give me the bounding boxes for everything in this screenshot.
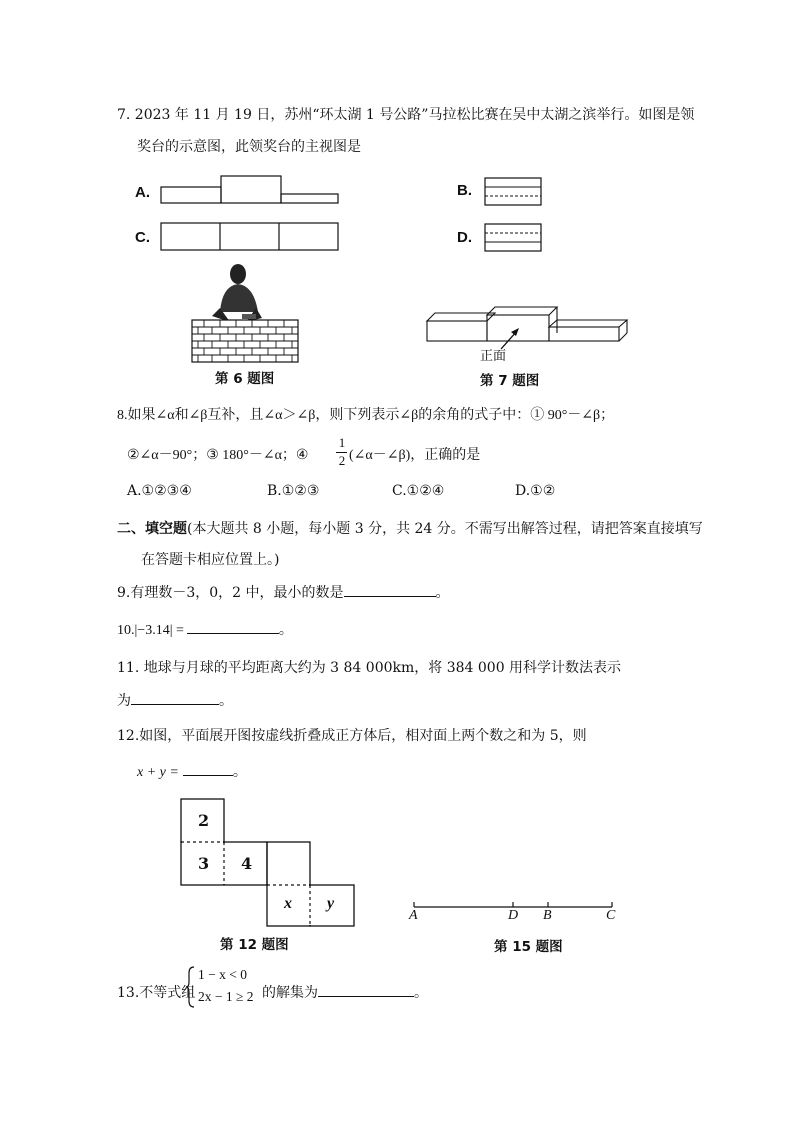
q8-choice-c: C.①②④ [392,483,445,499]
figure-12-caption: 第 12 题图 [220,937,289,953]
q13-inequality-2: 2x − 1 ≥ 2 [198,989,254,1004]
q7-line1: 7. 2023 年 11 月 19 日，苏州“环太湖 1 号公路”马拉松比赛在吴中太湖之滨举行。如图是领 [117,107,695,123]
q8-choice-a: A.①②③④ [127,483,192,499]
q10-expression: |−3.14| = [134,623,184,638]
net-cell-2: 3 [198,854,210,873]
q9 [117,582,450,602]
q13-tail [262,982,428,1002]
point-d-label: D [508,908,519,923]
q12-line1: 12.如图，平面展开图按虚线折叠成正方体后，相对面上两个数之和为 5，则 [117,728,587,744]
option-d-label: D. [457,229,472,246]
figure-6-caption: 第 6 题图 [215,371,275,387]
q10-prefix: 10. [117,623,135,638]
front-label: 正面 [480,349,507,364]
q12-expression: x + y = [137,765,179,780]
q11-line2 [117,690,233,710]
q9-text: 9.有理数－3，0，2 中，最小的数是 [117,585,344,601]
system-brace [186,966,196,1008]
bricklayer-illustration [190,262,302,364]
q7-line2: 奖台的示意图，此领奖台的主视图是 [137,139,361,155]
net-cell-3: 4 [241,854,253,873]
net-cell-x: x [284,895,292,912]
q9-end: 。 [435,585,450,601]
q9-answer-blank[interactable] [344,582,436,597]
q13-inequality-1: 1 − x < 0 [198,967,247,982]
option-c-label: C. [135,229,150,246]
q11-line2-text: 为 [117,693,131,709]
q8-fraction-denominator: 2 [338,453,346,468]
q12-answer-blank[interactable] [183,761,233,776]
q8-line1: 8.如果∠α和∠β互补，且∠α＞∠β，则下列表示∠β的余角的式子中：① 90°－∠β； [117,408,615,423]
q12-end: 。 [232,765,247,780]
q11-line1: 11. 地球与月球的平均距离大约为 3 84 000km，将 384 000 用科学计数法表示 [117,660,622,676]
section2-heading [117,518,703,538]
option-d-figure [484,223,542,253]
q11-end: 。 [219,693,233,709]
q11-answer-blank[interactable] [131,690,219,705]
net-cell-1: 2 [198,811,210,830]
q13-suffix: 的解集为 [262,985,318,1001]
figure-15-caption: 第 15 题图 [494,939,563,955]
section2-title: 二、填空题 [117,521,187,537]
figure-7-caption: 第 7 题图 [480,373,540,389]
option-c-figure [160,222,340,252]
q13-prefix: 13.不等式组 [117,985,196,1001]
q12-line2 [137,761,247,781]
podium-3d-figure [425,305,631,357]
q10-end: 。 [278,623,293,638]
net-cell-y: y [327,895,335,912]
option-a-figure [160,175,340,205]
point-b-label: B [543,908,552,923]
q10 [117,619,293,639]
section2-instructions: (本大题共 8 小题，每小题 3 分，共 24 分。不需写出解答过程，请把答案直接填写 [187,521,703,537]
q13-end: 。 [414,985,428,1001]
section2-line2: 在答题卡相应位置上。) [141,552,280,568]
q13-answer-blank[interactable] [318,982,414,997]
option-a-label: A. [135,184,150,201]
point-c-label: C [606,908,616,923]
q8-choice-b: B.①②③ [267,483,320,499]
q8-line2b: (∠α－∠β)，正确的是 [349,448,481,463]
q8-fraction-numerator: 1 [338,435,346,450]
q10-answer-blank[interactable] [187,619,279,634]
option-b-label: B. [457,182,472,199]
q8-line2a: ②∠α－90°；③ 180°－∠α；④ [127,448,309,463]
point-a-label: A [409,908,418,923]
option-b-figure [484,177,542,207]
q8-choice-d: D.①② [515,483,556,499]
